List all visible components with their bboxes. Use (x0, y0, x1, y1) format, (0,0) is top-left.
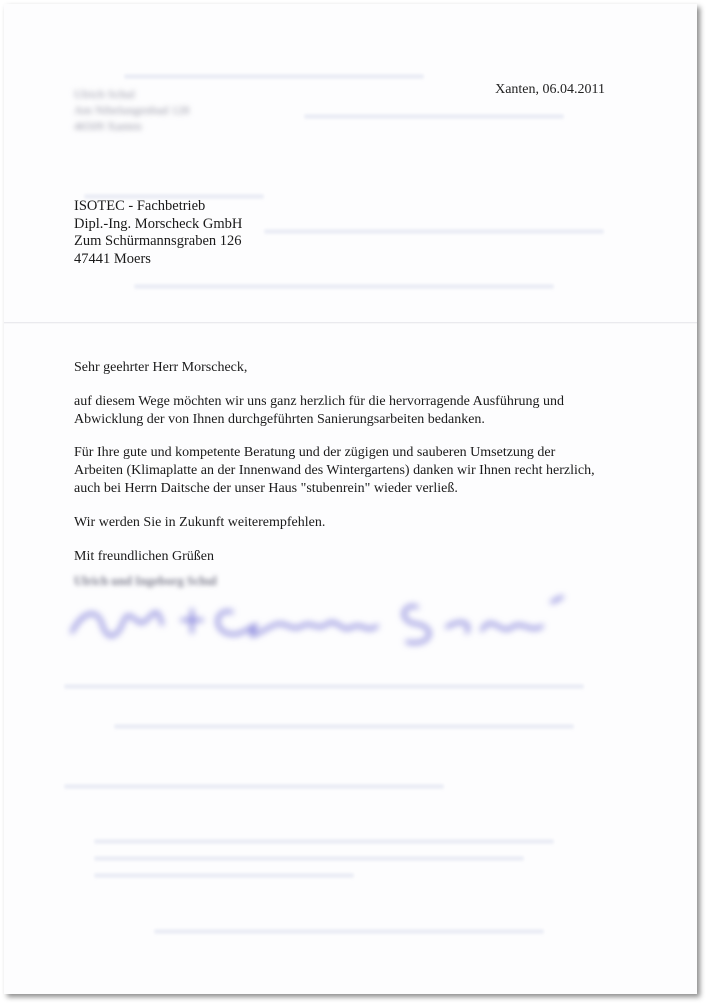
letter-date: Xanten, 06.04.2011 (495, 82, 605, 97)
handwritten-signature (62, 582, 582, 652)
recipient-line: Zum Schürmannsgraben 126 (74, 233, 242, 249)
sender-line: 46509 Xanten (74, 119, 142, 133)
paragraph-thanks (74, 393, 634, 429)
recipient-line: 47441 Moers (74, 250, 151, 267)
letter-body (74, 359, 634, 566)
paragraph-line: Arbeiten (Klimaplatte an der Innenwand des Wintergartens) danken wir Ihnen recht herzlich, (74, 463, 595, 478)
sender-line: Ulrich Schul (74, 87, 135, 101)
salutation: Sehr geehrter Herr Morscheck, (74, 360, 248, 375)
reverse-side-bleed-bottom (4, 664, 697, 984)
recipient-line: Dipl.-Ing. Morscheck GmbH (74, 215, 243, 232)
closing: Mit freundlichen Grüßen (74, 549, 214, 564)
sender-address (74, 86, 189, 134)
sender-line: Am Nibelungenbad 128 (74, 103, 190, 117)
recipient-address (74, 198, 242, 268)
recipient-line: ISOTEC - Fachbetrieb (74, 198, 206, 214)
letter-page (4, 4, 697, 994)
signer-name: Ulrich und Ingeborg Schul (74, 574, 217, 588)
paragraph-line: auf diesem Wege möchten wir uns ganz herzlich für die hervorragende Ausführung und (74, 394, 565, 409)
paragraph-details (74, 444, 634, 498)
paragraph-line: Für Ihre gute und kompetente Beratung und der zügigen und sauberen Umsetzung der (74, 445, 556, 460)
paragraph-line: Abwicklung der von Ihnen durchgeführten Sanierungsarbeiten bedanken. (74, 412, 485, 427)
paragraph-recommendation: Wir werden Sie in Zukunft weiterempfehlen. (74, 515, 326, 530)
paragraph-line: auch bei Herrn Daitsche der unser Haus "stubenrein" wieder verließ. (74, 481, 458, 496)
